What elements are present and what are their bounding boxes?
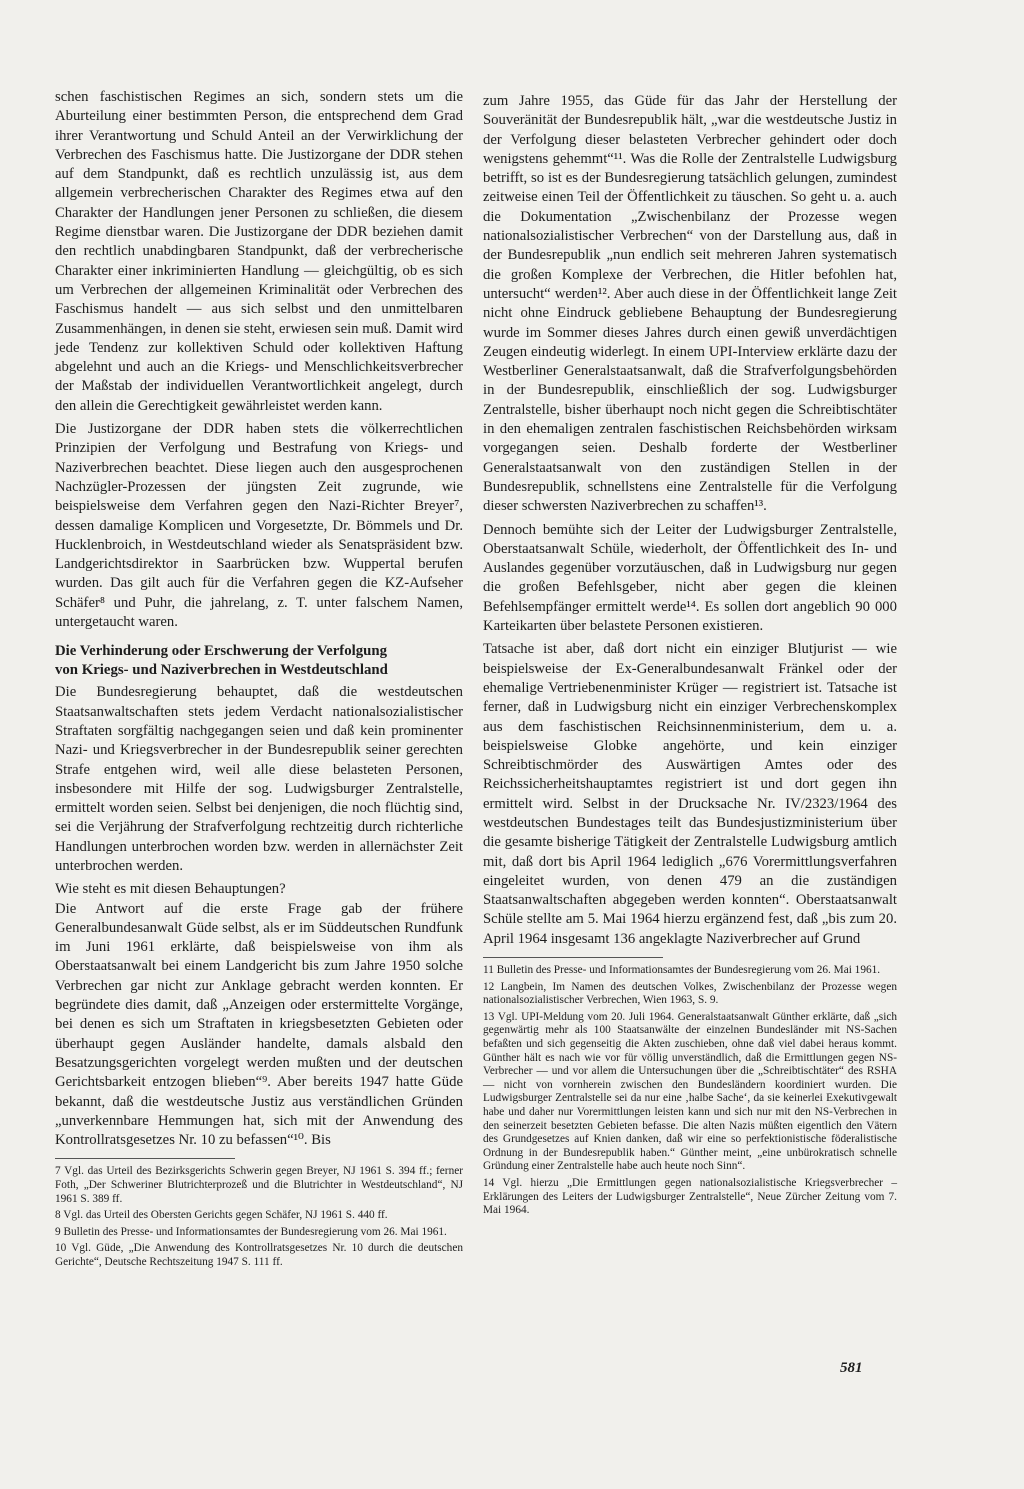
footnote: 14 Vgl. hierzu „Die Ermittlungen gegen nationalsozialistische Kriegsverbrecher – Erklärungen des Leiters der Ludwigsburger Zentralstelle“, Neue Zürcher Zeitung vom 7. Mai 1964. — [483, 1176, 897, 1217]
right-column — [483, 92, 897, 1221]
footnotes-left — [55, 1165, 463, 1269]
footnote: 12 Langbein, Im Namen des deutschen Volkes, Zwischenbilanz der Prozesse wegen nationalsozialistischer Verbrechen, Wien 1963, S. 9. — [483, 980, 897, 1007]
footnote-divider — [55, 1158, 235, 1159]
body-paragraph: Tatsache ist aber, daß dort nicht ein einziger Blutjurist — wie beispielsweise der Ex-Generalbundesanwalt Fränkel oder der ehemalige Vertriebenenminister Krüger — registriert ist. Tatsache ist ferner, daß in Ludwigsburg nicht ein einziger Verbrechenskomplex aus dem faschistischen Reichsinnenministerium, dem u. a. beispielsweise Globke angehörte, und kein einziger Schreibtischmörder des Auswärtigen Amtes oder des Reichssicherheitshauptamtes registriert ist und dort gegen ihn ermittelt wird. Selbst in der Drucksache Nr. IV/2323/1964 des westdeutschen Bundestages teilt das Bundesjustizministerium über die gesamte bisherige Tätigkeit der Zentralstelle Ludwigsburg amtlich mit, daß dort bis April 1964 lediglich „676 Vorermittlungsverfahren eingeleitet wurden, von denen 479 an die zuständigen Staatsanwaltschaften abgegeben werden konnten“. Oberstaatsanwalt Schüle stellte am 5. Mai 1964 hierzu ergänzend fest, daß „bis zum 20. April 1964 insgesamt 136 angeklagte Naziverbrecher auf Grund — [483, 641, 897, 947]
section-heading-line: Die Verhinderung oder Erschwerung der Verfolgung — [55, 643, 387, 660]
footnote: 13 Vgl. UPI-Meldung vom 20. Juli 1964. Generalstaatsanwalt Günther erklärte, daß „sich gegenwärtig mehr als 100 Staatsanwälte der einzelnen Bundesländer mit NS-Sachen befaßten und sich gegenseitig die Akten zuschieben, ohne daß viel dabei heraus kommt. Günther hält es nach wie vor für völlig unverständlich, daß die Ermittlungen gegen NS-Verbrecher — und vor allem die Untersuchungen über die „Schreibtischtäter“ des RSHA — nicht von vornherein zwischen den Bundesländern koordiniert wurden. Die Ludwigsburger Zentralstelle sei da nur eine ‚halbe Sache‘, da sie keinerlei Exekutivgewalt habe und daher nur Vorermittlungen leisten kann und sich nur mit den NS-Verbrechen in den seinerzeit besetzten Gebieten befasse. Die alten Nazis müßten eigentlich den Vätern des Grundgesetzes auf Knien danken, daß wir eine so perfektionistische föderalistische Ordnung in der Bundesrepublik haben.“ Günther meint, „eine unbürokratisch schnelle Gründung einer Zentralstelle habe auch heute noch Sinn“. — [483, 1010, 897, 1173]
footnote: 7 Vgl. das Urteil des Bezirksgerichts Schwerin gegen Breyer, NJ 1961 S. 394 ff.; ferner Foth, „Der Schweriner Blutrichterprozeß und die Blutrichter in Westdeutschland“, NJ 1961 S. 389 ff. — [55, 1165, 463, 1205]
section-heading-line: von Kriegs- und Naziverbrechen in Westdeutschland — [55, 662, 388, 679]
body-paragraph: Die Antwort auf die erste Frage gab der frühere Generalbundesanwalt Güde selbst, als er im Süddeutschen Rundfunk im Juni 1961 erklärte, daß beispielsweise von ihm als Oberstaatsanwalt bei einem Landgericht bis zum Jahre 1950 solche Verbrechen gar nicht zur Anklage gebracht werden konnten. Er begründete dies damit, daß „Anzeigen oder erstermittelte Vorgänge, bei denen es sich um Straftaten in kriegsbesetzten Gebieten oder überhaupt gegen Ausländer handelte, damals alsbald den Besatzungsgerichten vorgelegt werden mußten und der deutschen Gerichtsbarkeit entzogen blieben“⁹. Aber bereits 1947 hatte Güde bekannt, daß die westdeutsche Justiz aus verständlichen Gründen „unverkennbare Hemmungen hat, sich mit der Anwendung des Kontrollratsgesetzes Nr. 10 zu befassen“¹⁰. Bis — [55, 900, 463, 1149]
question-line: Wie steht es mit diesen Behauptungen? — [55, 881, 286, 898]
left-column — [55, 88, 463, 1273]
footnote: 10 Vgl. Güde, „Die Anwendung des Kontrollratsgesetzes Nr. 10 durch die deutschen Gerichte“, Deutsche Rechtszeitung 1947 S. 111 ff. — [55, 1242, 463, 1268]
body-paragraph: schen faschistischen Regimes an sich, sondern stets um die Aburteilung einer bestimmten Person, die entsprechend dem Grad ihrer Verantwortung und Schuld Anteil an der Verwirklichung der Verbrechen des Faschismus hatte. Die Justizorgane der DDR stehen auf dem Standpunkt, daß es rechtlich unzulässig ist, aus dem allgemein verbrecherischen Charakter des Regimes etwa auf den Charakter der Handlungen jener Personen zu schließen, die diesem Regime dienstbar waren. Die Justizorgane der DDR beziehen damit den rechtlich unabdingbaren Standpunkt, daß der verbrecherische Charakter einer inkriminierten Handlung — gleichgültig, ob es sich um Verbrechen der allgemeinen Kriminalität oder Verbrechen des Faschismus handelt — aus sich selbst und den unmittelbaren Zusammenhängen, in denen sie steht, erwiesen sein muß. Damit wird jede Tendenz zur kollektiven Schuld oder kollektiven Haftung abgelehnt und auch an die Kriegs- und Menschlichkeitsverbrecher der Maßstab der individuellen Verantwortlichkeit angelegt, durch den allein die Gerechtigkeit gewährleistet werden kann. — [55, 89, 463, 414]
body-paragraph: Dennoch bemühte sich der Leiter der Ludwigsburger Zentralstelle, Oberstaatsanwalt Schüle, wiederholt, der Öffentlichkeit des In- und Auslandes gegenüber vorzutäuschen, daß in Ludwigsburg nur gegen die großen Befehlsgeber, nicht aber gegen die kleinen Befehlsempfänger ermittelt werde¹⁴. Es sollen dort angeblich 90 000 Karteikarten über belastete Personen existieren. — [483, 521, 897, 635]
page-number: 581 — [840, 1360, 863, 1376]
body-paragraph: Die Justizorgane der DDR haben stets die völkerrechtlichen Prinzipien der Verfolgung und Bestrafung von Kriegs- und Naziverbrechen beachtet. Diese liegen auch den ausgesprochenen Nachzügler-Prozessen der jüngsten Zeit zugrunde, wie beispielsweise dem Verfahren gegen den Nazi-Richter Breyer⁷, dessen damalige Komplicen und Vorgesetzte, Dr. Bömmels und Dr. Hucklenbroich, in Westdeutschland wieder als Senatspräsident bzw. Landgerichtsdirektor in Saarbrücken bzw. Wuppertal berufen wurden. Das gilt auch für die Verfahren gegen die KZ-Aufseher Schäfer⁸ und Puhr, die jahrelang, z. T. unter falschem Namen, untergetaucht waren. — [55, 421, 463, 631]
footnote-divider — [483, 957, 663, 958]
section-heading — [55, 642, 463, 680]
body-paragraph: Die Bundesregierung behauptet, daß die westdeutschen Staatsanwaltschaften stets jedem Verdacht nationalsozialistischer Straftaten sorgfältig nachgegangen seien und daß kein prominenter Nazi- und Kriegsverbrecher in der Bundesrepublik seiner gerechten Strafe entgehen wird, weil alle diese belasteten Personen, insbesondere mit Hilfe der sog. Ludwigsburger Zentralstelle, ermittelt worden seien. Selbst bei denjenigen, die noch flüchtig sind, sei die Verjährung der Strafverfolgung rechtzeitig durch richterliche Handlungen unterbrochen worden bzw. werden in allernächster Zeit unterbrochen werden. — [55, 684, 463, 874]
footnote: 8 Vgl. das Urteil des Obersten Gerichts gegen Schäfer, NJ 1961 S. 440 ff. — [55, 1209, 388, 1222]
footnote: 11 Bulletin des Presse- und Informationsamtes der Bundesregierung vom 26. Mai 1961. — [483, 964, 881, 977]
footnote: 9 Bulletin des Presse- und Informationsamtes der Bundesregierung vom 26. Mai 1961. — [55, 1225, 447, 1238]
footnotes-right — [483, 964, 897, 1218]
body-paragraph: zum Jahre 1955, das Güde für das Jahr der Herstellung der Souveränität der Bundesrepublik hält, „war die westdeutsche Justiz in der Verfolgung dieser belasteten Verbrecher gehindert oder doch wenigstens gehemmt“¹¹. Was die Rolle der Zentralstelle Ludwigsburg betrifft, so ist es der Bundesregierung tatsächlich gelungen, zumindest zeitweise einen Teil der Öffentlichkeit zu täuschen. So geht u. a. auch die Dokumentation „Zwischenbilanz der Prozesse wegen nationalsozialistischer Verbrechen“ von der Darstellung aus, daß in der Bundesrepublik „nun endlich seit mehreren Jahren systematisch die großen Komplexe der Verbrechen, die Hitler befohlen hat, untersucht“ werden¹². Aber auch diese in der Öffentlichkeit lange Zeit nicht ohne Eindruck gebliebene Behauptung der Bundesregierung wurde im Sommer dieses Jahres durch einen gewiß unverdächtigen Zeugen eindeutig widerlegt. In einem UPI-Interview erklärte dazu der Westberliner Generalstaatsanwalt, daß die Strafverfolgungsbehörden in der Bundesrepublik, einschließlich der sog. Ludwigsburger Zentralstelle, bisher überhaupt noch nicht gegen die Schreibtischtäter in den ehemaligen zentralen faschistischen Reichsbehörden wirksam vorgegangen seien. Deshalb forderte der Westberliner Generalstaatsanwalt von den zuständigen Stellen in der Bundesrepublik, schnellstens eine Zentralstelle für die Verfolgung dieser schwersten Naziverbrechen zu schaffen¹³. — [483, 93, 897, 515]
